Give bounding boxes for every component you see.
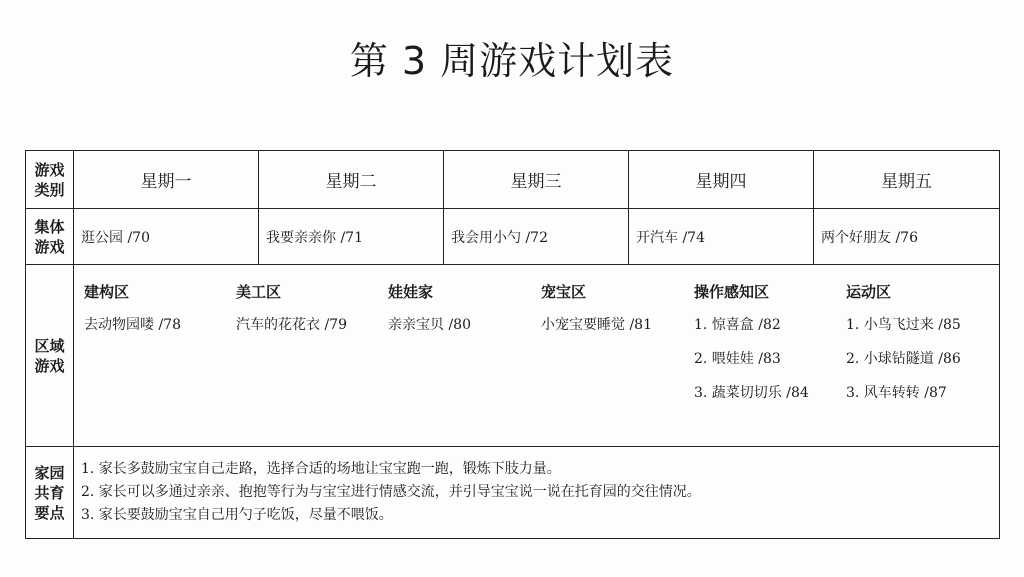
row-header-group: 集体 游戏: [26, 209, 74, 265]
region-name: 美工区: [236, 283, 282, 301]
region-name: 娃娃家: [388, 283, 434, 301]
home-points-cell: [74, 447, 1000, 539]
group-game-friday: 两个好朋友 /76: [814, 209, 1000, 265]
day-thursday: 星期四: [629, 151, 814, 209]
region-activity: 2. 小球钻隧道 /86: [846, 351, 961, 367]
area-games-row: [26, 265, 1000, 447]
region-art: [236, 281, 347, 350]
day-tuesday: 星期二: [259, 151, 444, 209]
home-points-row: [26, 447, 1000, 539]
header-row: [26, 151, 1000, 209]
group-game-monday: 逛公园 /70: [74, 209, 259, 265]
row-header-category: 游戏 类别: [26, 151, 74, 209]
group-game-wednesday: 我会用小勺 /72: [444, 209, 629, 265]
region-sports: [846, 281, 961, 418]
region-activity: 3. 风车转转 /87: [846, 385, 947, 401]
region-activity: 小宠宝要睡觉 /81: [541, 317, 652, 333]
region-pet: [541, 281, 652, 350]
region-activity: 1. 惊喜盒 /82: [694, 317, 781, 333]
group-game-tuesday: 我要亲亲你 /71: [259, 209, 444, 265]
region-name: 运动区: [846, 283, 892, 301]
row-header-home: 家园 共育 要点: [26, 447, 74, 539]
region-sensory: [694, 281, 809, 418]
region-construction: [84, 281, 181, 350]
region-activity: 3. 蔬菜切切乐 /84: [694, 385, 809, 401]
region-activity: 去动物园喽 /78: [84, 317, 181, 333]
region-activity: 2. 喂娃娃 /83: [694, 351, 781, 367]
region-activity: 亲亲宝贝 /80: [388, 317, 471, 333]
page-title: 第 3 周游戏计划表: [349, 39, 675, 83]
region-name: 建构区: [84, 283, 130, 301]
row-header-area: 区域 游戏: [26, 265, 74, 447]
group-game-thursday: 开汽车 /74: [629, 209, 814, 265]
region-name: 操作感知区: [694, 283, 770, 301]
day-monday: 星期一: [74, 151, 259, 209]
home-point: 1. 家长多鼓励宝宝自己走路，选择合适的场地让宝宝跑一跑，锻炼下肢力量。: [81, 461, 561, 477]
plan-table: [25, 150, 1000, 539]
regions-cell: [74, 265, 1000, 447]
region-name: 宠宝区: [541, 283, 587, 301]
region-activity: 1. 小鸟飞过来 /85: [846, 317, 961, 333]
day-wednesday: 星期三: [444, 151, 629, 209]
region-doll-house: [388, 281, 471, 350]
region-activity: 汽车的花花衣 /79: [236, 317, 347, 333]
home-point: 3. 家长要鼓励宝宝自己用勺子吃饭，尽量不喂饭。: [81, 507, 393, 523]
home-point: 2. 家长可以多通过亲亲、抱抱等行为与宝宝进行情感交流，并引导宝宝说一说在托育园的交往情况。: [81, 484, 701, 500]
day-friday: 星期五: [814, 151, 1000, 209]
group-games-row: [26, 209, 1000, 265]
